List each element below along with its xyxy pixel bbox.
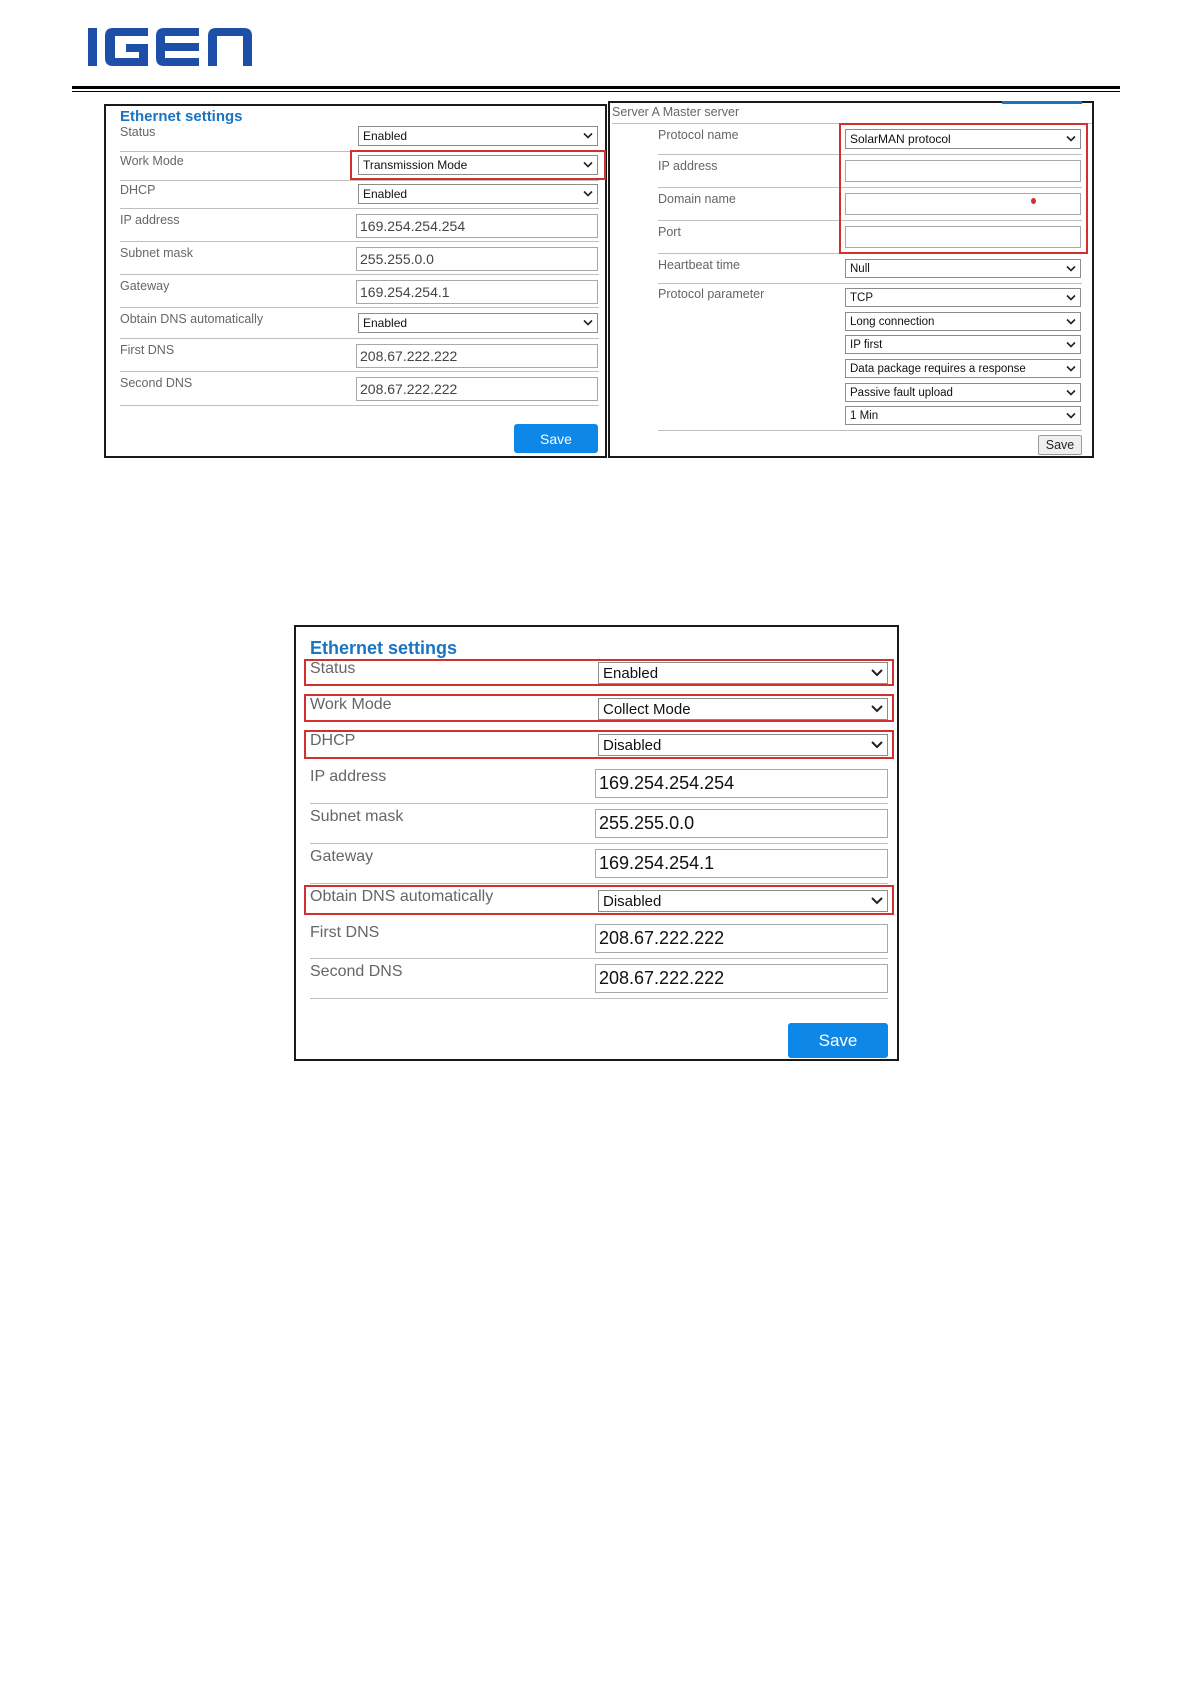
row-divider bbox=[120, 307, 599, 308]
obtain-dns-select[interactable]: Disabled bbox=[598, 890, 888, 912]
header-rule-thick bbox=[72, 86, 1120, 89]
gateway-label: Gateway bbox=[310, 848, 374, 865]
chevron-down-icon bbox=[1066, 294, 1076, 301]
ip-address-label: IP address bbox=[310, 768, 387, 785]
status-select[interactable]: Enabled bbox=[358, 126, 598, 146]
ethernet-settings-panel-collect bbox=[294, 625, 899, 1061]
row-divider bbox=[120, 274, 599, 275]
protocol-name-label: Protocol name bbox=[658, 128, 739, 142]
protocol-parameter-label: Protocol parameter bbox=[658, 287, 765, 301]
save-button[interactable]: Save bbox=[788, 1023, 888, 1058]
obtain-dns-label: Obtain DNS automatically bbox=[310, 888, 494, 905]
row-divider bbox=[120, 180, 599, 181]
chevron-down-icon bbox=[1066, 318, 1076, 325]
protocol-param-select-2[interactable]: Long connection bbox=[845, 312, 1081, 331]
chevron-down-icon bbox=[1066, 389, 1076, 396]
dhcp-select[interactable]: Enabled bbox=[358, 184, 598, 204]
domain-name-label: Domain name bbox=[658, 192, 736, 206]
heartbeat-time-label: Heartbeat time bbox=[658, 258, 740, 272]
row-divider bbox=[120, 241, 599, 242]
gateway-label: Gateway bbox=[120, 279, 170, 293]
panel-top-blue-accent bbox=[1002, 101, 1082, 104]
row-divider bbox=[310, 998, 888, 999]
second-dns-label: Second DNS bbox=[310, 963, 403, 980]
first-dns-input[interactable]: 208.67.222.222 bbox=[595, 924, 888, 953]
highlight-box bbox=[839, 123, 1088, 254]
save-button[interactable]: Save bbox=[1038, 435, 1082, 455]
row-divider bbox=[310, 883, 888, 884]
ip-address-input[interactable]: 169.254.254.254 bbox=[595, 769, 888, 798]
server-a-master-panel bbox=[608, 101, 1094, 458]
obtain-dns-label: Obtain DNS automatically bbox=[120, 312, 264, 326]
highlight-box bbox=[304, 885, 894, 915]
row-divider bbox=[310, 843, 888, 844]
highlight-box bbox=[304, 730, 894, 759]
second-dns-input[interactable]: 208.67.222.222 bbox=[595, 964, 888, 993]
panel-title: Ethernet settings bbox=[310, 638, 458, 658]
chevron-down-icon bbox=[1066, 412, 1076, 419]
ip-address-input[interactable]: 169.254.254.254 bbox=[356, 214, 598, 238]
ip-address-label: IP address bbox=[120, 213, 180, 227]
first-dns-label: First DNS bbox=[310, 924, 380, 941]
subnet-mask-label: Subnet mask bbox=[120, 246, 193, 260]
protocol-param-select-1[interactable]: TCP bbox=[845, 288, 1081, 307]
protocol-param-select-5[interactable]: Passive fault upload bbox=[845, 383, 1081, 402]
row-divider bbox=[120, 371, 599, 372]
highlight-box bbox=[304, 694, 894, 722]
subnet-mask-input[interactable]: 255.255.0.0 bbox=[356, 247, 598, 271]
work-mode-label: Work Mode bbox=[310, 696, 392, 713]
protocol-param-select-4[interactable]: Data package requires a response bbox=[845, 359, 1081, 378]
server-ip-address-label: IP address bbox=[658, 159, 718, 173]
dhcp-label: DHCP bbox=[120, 183, 156, 197]
chevron-down-icon bbox=[583, 191, 593, 198]
status-label: Status bbox=[120, 125, 156, 139]
status-select[interactable]: Enabled bbox=[598, 662, 888, 684]
row-divider bbox=[120, 338, 599, 339]
protocol-name-select[interactable]: SolarMAN protocol bbox=[845, 129, 1081, 149]
subnet-mask-label: Subnet mask bbox=[310, 808, 404, 825]
chevron-down-icon bbox=[583, 320, 593, 327]
work-mode-label: Work Mode bbox=[120, 154, 184, 168]
heartbeat-time-select[interactable]: Null bbox=[845, 259, 1081, 278]
chevron-down-icon bbox=[583, 133, 593, 140]
save-button[interactable]: Save bbox=[514, 424, 598, 453]
row-divider bbox=[120, 208, 599, 209]
second-dns-input[interactable]: 208.67.222.222 bbox=[356, 377, 598, 401]
subnet-mask-input[interactable]: 255.255.0.0 bbox=[595, 809, 888, 838]
chevron-down-icon bbox=[1066, 341, 1076, 348]
second-dns-label: Second DNS bbox=[120, 376, 193, 390]
row-divider bbox=[658, 283, 1082, 284]
chevron-down-icon bbox=[1066, 365, 1076, 372]
dhcp-select[interactable]: Disabled bbox=[598, 734, 888, 756]
first-dns-label: First DNS bbox=[120, 343, 175, 357]
work-mode-select[interactable]: Transmission Mode bbox=[358, 155, 598, 175]
dhcp-label: DHCP bbox=[310, 732, 356, 749]
highlight-box bbox=[350, 150, 606, 180]
row-divider bbox=[310, 958, 888, 959]
chevron-down-icon bbox=[1066, 265, 1076, 272]
first-dns-input[interactable]: 208.67.222.222 bbox=[356, 344, 598, 368]
panel-title: Ethernet settings bbox=[120, 108, 243, 125]
obtain-dns-select[interactable]: Enabled bbox=[358, 313, 598, 333]
row-divider bbox=[310, 803, 888, 804]
gateway-input[interactable]: 169.254.254.1 bbox=[356, 280, 598, 304]
work-mode-select[interactable]: Collect Mode bbox=[598, 698, 888, 720]
highlight-box bbox=[304, 659, 894, 686]
protocol-param-select-6[interactable]: 1 Min bbox=[845, 406, 1081, 425]
row-divider bbox=[120, 405, 599, 406]
status-label: Status bbox=[310, 660, 356, 677]
gateway-input[interactable]: 169.254.254.1 bbox=[595, 849, 888, 878]
protocol-param-select-3[interactable]: IP first bbox=[845, 335, 1081, 354]
igen-logo bbox=[86, 22, 301, 70]
panel-title: Server A Master server bbox=[612, 105, 740, 119]
port-label: Port bbox=[658, 225, 681, 239]
header-rule-thin bbox=[72, 91, 1120, 92]
ethernet-settings-panel-transmission bbox=[104, 104, 607, 458]
row-divider bbox=[658, 430, 1082, 431]
